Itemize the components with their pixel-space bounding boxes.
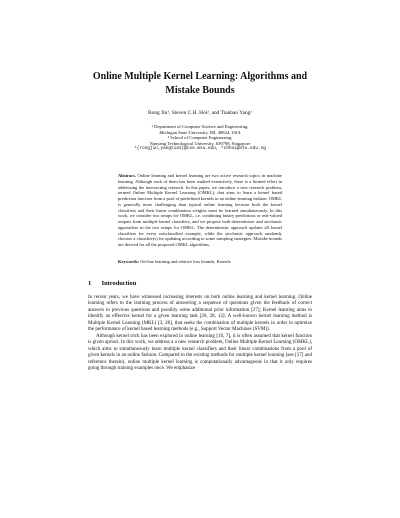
affiliation-line: Nanyang Technological University, 639798, Singapore xyxy=(149,140,251,146)
section-number: 1 xyxy=(88,280,92,287)
author-list: Rong Jin¹, Steven C.H. Hoi², and Tianbao Yang¹ xyxy=(148,110,252,116)
paper-title xyxy=(60,70,340,98)
title-line-2: Mistake Bounds xyxy=(165,85,235,96)
body-paragraph: Although kernel trick has been explored in online learning [10, 7], it is often assumed that kernel function is given apriori. In this work, we address a a new research problem, Online Multiple Kernel Learning (OMKL), which aims to simultaneously learn multiple kernel classifiers and their linear combinations from a pool of given kernels in an online fashion. Compared to the existing methods for multiple kernel learning (see [17] and reference therein), online multiple kernel learning is computationally advantageous in that it only requires going through training examples once. We emphasize xyxy=(88,333,312,371)
keywords xyxy=(118,259,282,265)
title-line-1: Online Multiple Kernel Learning: Algorithms and xyxy=(92,71,308,82)
keywords-text: On-line learning and relative loss bounds, Kernels xyxy=(140,259,231,264)
affiliation-line: ¹ Department of Computer Science and Engineering, xyxy=(151,124,249,129)
author-emails: ¹{rongjin,yangtia1}@cse.msu.edu, ²chhoi@ntu.edu.sg xyxy=(134,146,266,152)
affiliation-line: Michigan State University, MI, 48824, USA xyxy=(159,129,241,135)
affiliation-line: ² School of Computer Engineering, xyxy=(167,135,233,141)
section-heading xyxy=(88,280,312,288)
keywords-label: Keywords: xyxy=(118,259,139,264)
abstract xyxy=(118,173,282,248)
section-title: Introduction xyxy=(101,280,137,287)
body-text xyxy=(88,295,312,372)
affiliations xyxy=(60,124,340,152)
abstract-label: Abstract. xyxy=(118,173,136,178)
abstract-text: Online learning and kernel learning are two active research topics in machine learning. Although each of them has been studied extensively, there is a limited effort in addressing the intersecting research. In this paper, we introduce a new research problem, termed Online Multiple Kernel Learning (OMKL), that aims to learn a kernel based prediction function from a pool of predefined kernels in an online learning fashion. OMKL is generally more challenging than typical online learning because both the kernel classifiers and their linear combination weights must be learned simultaneously. In this work, we consider two setups for OMKL, i.e. combining binary predictions or real-valued outputs from multiple kernel classifiers, and we propose both deterministic and stochastic approaches in the two setups for OMKL. The deterministic approach updates all kernel classifiers for every misclassified example, while the stochastic approach randomly chooses a classifier(s) for updating according to some sampling strategies. Mistake bounds are derived for all the proposed OMKL algorithms. xyxy=(118,173,282,247)
body-paragraph: In recent years, we have witnessed increasing interests on both online learning and kernel learning. Online learning refers to the learning process of answering a sequence of questions given the feedback of correct answers to previous questions and possibly some additional prior information [27]; Kernel learning aims to identify an effective kernel for a given learning task [20, 28, 12]. A well-known kernel learning method is Multiple Kernel Learning (MKL) [3, 28], that seeks the combination of multiple kernels in order to optimize the performance of kernel based learning methods (e.g., Support Vector Machines (SVM)). xyxy=(88,295,312,333)
